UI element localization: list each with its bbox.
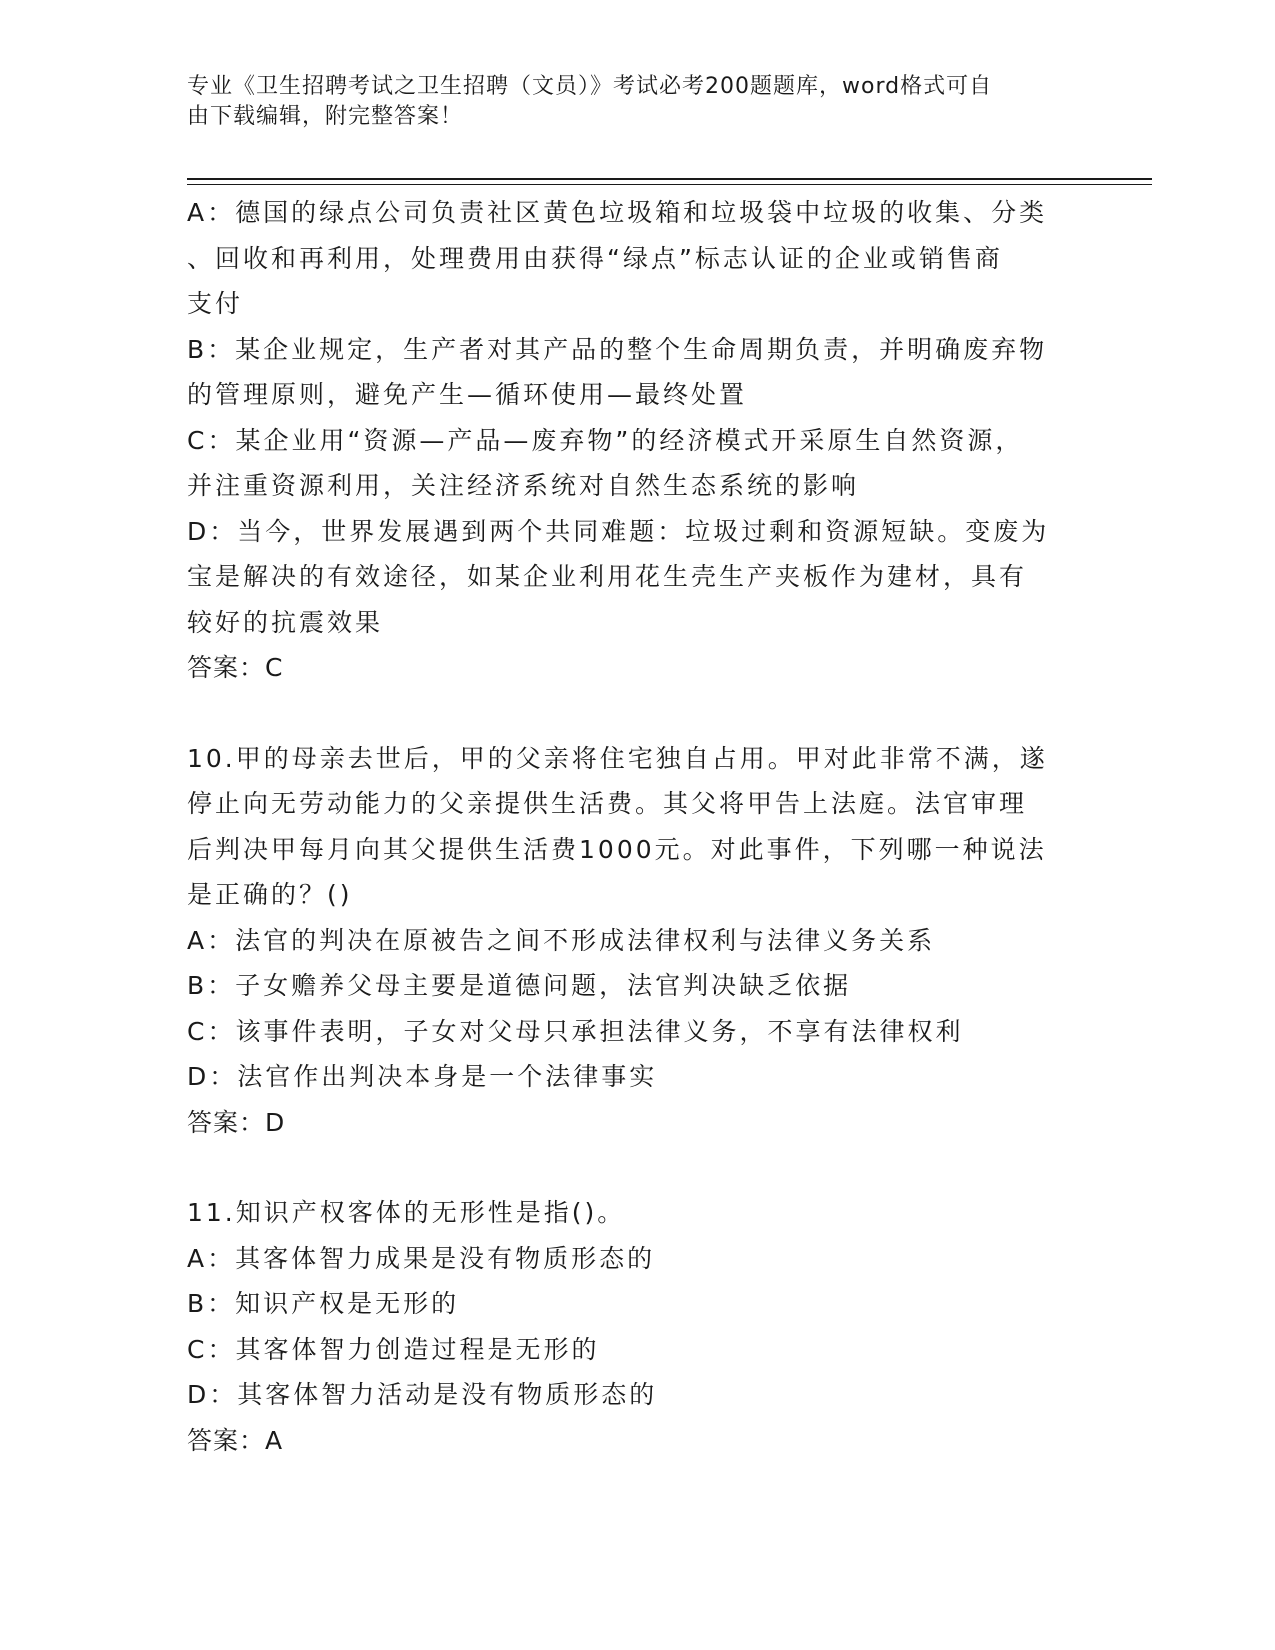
q10-stem-line-4: 是正确的？(): [187, 880, 353, 909]
q10-stem-line-1: 10.甲的母亲去世后，甲的父亲将住宅独自占用。甲对此非常不满，遂: [187, 743, 1048, 773]
q10-option-c: C：该事件表明，子女对父母只承担法律义务，不享有法律权利: [187, 1016, 964, 1046]
q11-stem: 11.知识产权客体的无形性是指()。: [187, 1198, 626, 1227]
q9-option-d-line-2: 宝是解决的有效途径，如某企业利用花生壳生产夹板作为建材，具有: [187, 562, 1028, 591]
q11-option-d: D：其客体智力活动是没有物质形态的: [187, 1380, 658, 1409]
q9-option-d-line-1: D：当今，世界发展遇到两个共同难题：垃圾过剩和资源短缺。变废为: [187, 516, 1050, 546]
q10-option-a: A：法官的判决在原被告之间不形成法律权利与法律义务关系: [187, 925, 936, 955]
q9-option-c-line-1: C：某企业用“资源—产品—废弃物”的经济模式开采原生自然资源，: [187, 425, 1024, 455]
header-line-2: 由下载编辑，附完整答案！: [187, 104, 464, 129]
document-body: [187, 190, 1087, 1463]
q9-answer: 答案：C: [187, 653, 284, 682]
header-divider-thin: [187, 184, 1152, 185]
q10-answer: 答案：D: [187, 1107, 286, 1137]
q10-option-d: D：法官作出判决本身是一个法律事实: [187, 1062, 658, 1091]
q10-option-b: B：子女赡养父母主要是道德问题，法官判决缺乏依据: [187, 971, 852, 1000]
question-10: [187, 736, 1087, 1146]
q10-stem-line-2: 停止向无劳动能力的父亲提供生活费。其父将甲告上法庭。法官审理: [187, 789, 1028, 818]
q9-option-a-line-3: 支付: [187, 289, 244, 318]
q11-option-c: C：其客体智力创造过程是无形的: [187, 1334, 600, 1364]
q9-option-c-line-2: 并注重资源利用，关注经济系统对自然生态系统的影响: [187, 471, 860, 500]
q9-option-a-line-2: 、回收和再利用，处理费用由获得“绿点”标志认证的企业或销售商: [187, 243, 1003, 273]
q10-stem-line-3: 后判决甲每月向其父提供生活费1000元。对此事件，下列哪一种说法: [187, 834, 1047, 864]
q9-option-a-line-1: A：德国的绿点公司负责社区黄色垃圾箱和垃圾袋中垃圾的收集、分类: [187, 198, 1048, 227]
q9-option-b-line-1: B：某企业规定，生产者对其产品的整个生命周期负责，并明确废弃物: [187, 334, 1048, 364]
q9-option-d-line-3: 较好的抗震效果: [187, 607, 384, 637]
header-line-1: 专业《卫生招聘考试之卫生招聘（文员）》考试必考200题题库，word格式可自: [187, 74, 993, 99]
question-9-options: [187, 190, 1087, 691]
q9-option-b-line-2: 的管理原则，避免产生—循环使用—最终处置: [187, 380, 748, 409]
document-header: [187, 72, 1087, 132]
question-11: [187, 1190, 1087, 1463]
header-divider-thick: [187, 178, 1152, 180]
q11-option-b: B：知识产权是无形的: [187, 1289, 460, 1318]
q11-answer: 答案：A: [187, 1425, 284, 1455]
question-spacer: [187, 1145, 1087, 1190]
q11-option-a: A：其客体智力成果是没有物质形态的: [187, 1243, 656, 1273]
question-spacer: [187, 691, 1087, 736]
